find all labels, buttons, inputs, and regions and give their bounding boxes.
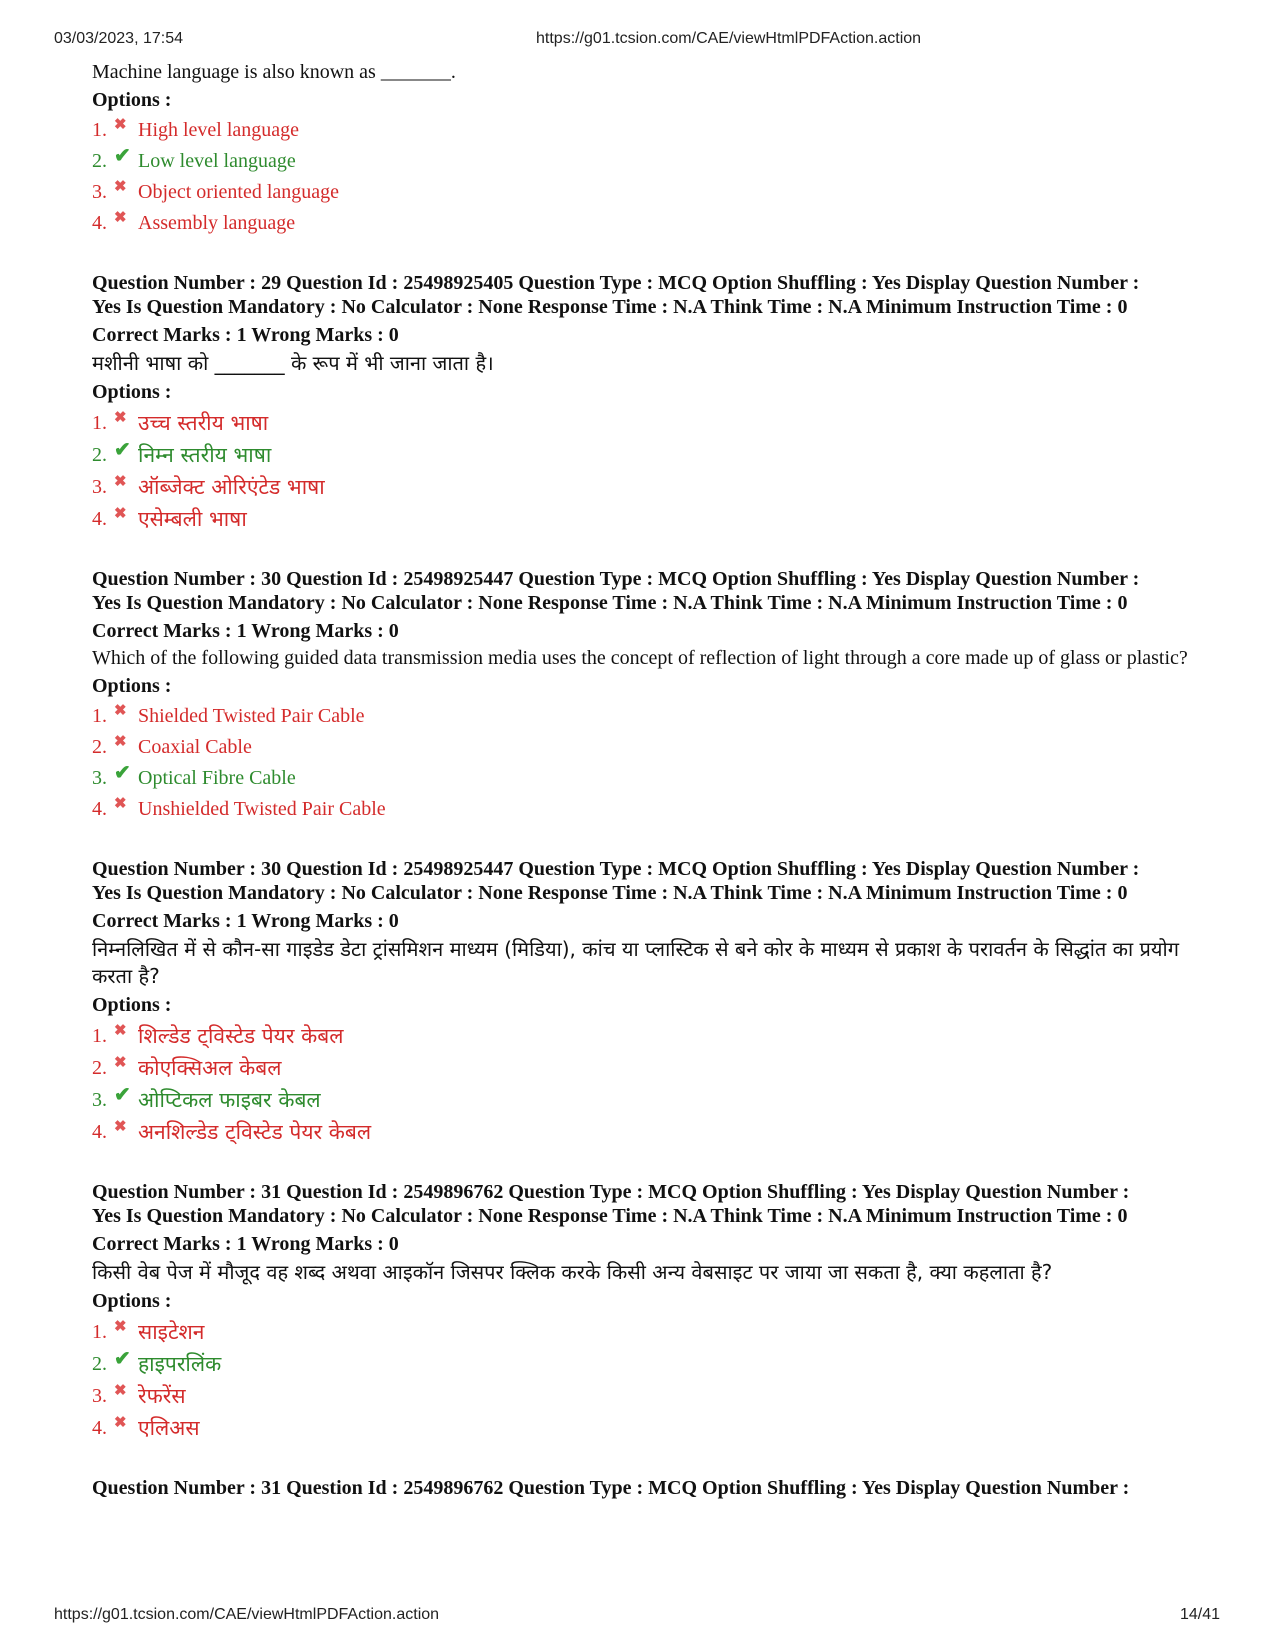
option-text: शिल्डेड ट्विस्टेड पेयर केबल <box>138 1024 344 1048</box>
cross-icon: ✖ <box>114 1022 127 1039</box>
question-text: किसी वेब पेज में मौजूद वह शब्द अथवा आइकॉन जिसपर क्लिक करके किसी अन्य वेबसाइट पर जाया जा सकता है, क्या कहलाता है? <box>92 1260 1053 1284</box>
cross-icon: ✖ <box>114 703 127 719</box>
option-text: Coaxial Cable <box>138 736 252 758</box>
footer-url: https://g01.tcsion.com/CAE/viewHtmlPDFAction.action <box>54 1606 440 1623</box>
questions-container <box>92 271 1202 1444</box>
question-block <box>92 1180 1202 1444</box>
option-number: 4. <box>92 507 107 530</box>
question-block <box>92 567 1202 825</box>
option-item <box>92 115 1202 146</box>
option-text: Object oriented language <box>138 181 340 203</box>
check-icon: ✔ <box>114 145 131 167</box>
option-text: साइटेशन <box>138 1320 205 1344</box>
question-block <box>92 271 1202 535</box>
option-text: अनशिल्डेड ट्विस्टेड पेयर केबल <box>138 1120 372 1144</box>
option-item <box>92 1084 1202 1116</box>
option-number: 4. <box>92 798 107 820</box>
cross-icon: ✖ <box>114 505 127 522</box>
question-text: Machine language is also known as _______. <box>92 61 456 83</box>
option-item <box>92 177 1202 208</box>
question-marks: Correct Marks : 1 Wrong Marks : 0 <box>92 910 399 932</box>
option-number: 1. <box>92 119 107 141</box>
cross-icon: ✖ <box>114 734 127 750</box>
question-meta: Yes Is Question Mandatory : No Calculator : None Response Time : N.A Think Time : N.A Minimum Instruction Time : 0 <box>92 592 1128 614</box>
check-icon: ✔ <box>114 438 131 461</box>
option-number: 1. <box>92 1024 107 1047</box>
option-item <box>92 701 1202 732</box>
option-item <box>92 1380 1202 1412</box>
question-meta: Question Number : 30 Question Id : 25498925447 Question Type : MCQ Option Shuffling : Yes Display Question Number : <box>92 858 1140 880</box>
option-text: एलिअस <box>138 1416 200 1440</box>
option-number: 1. <box>92 705 107 727</box>
option-number: 2. <box>92 736 107 758</box>
option-text: Low level language <box>138 150 296 172</box>
options-label: Options : <box>92 994 172 1016</box>
option-text: Unshielded Twisted Pair Cable <box>138 798 386 820</box>
option-text: हाइपरलिंक <box>138 1352 222 1376</box>
option-item <box>92 1316 1202 1348</box>
header-url: https://g01.tcsion.com/CAE/viewHtmlPDFAction.action <box>536 30 922 47</box>
option-item <box>92 208 1202 239</box>
option-number: 4. <box>92 1416 107 1439</box>
option-text: रेफरेंस <box>138 1384 186 1408</box>
cross-icon: ✖ <box>114 409 127 426</box>
header-datetime: 03/03/2023, 17:54 <box>54 30 184 47</box>
cross-icon: ✖ <box>114 473 127 490</box>
question-meta: Question Number : 29 Question Id : 25498925405 Question Type : MCQ Option Shuffling : Yes Display Question Number : <box>92 272 1140 294</box>
options-list <box>92 1020 1202 1148</box>
cross-icon: ✖ <box>114 179 127 195</box>
options-list <box>92 115 1202 239</box>
option-item <box>92 1348 1202 1380</box>
question-meta: Yes Is Question Mandatory : No Calculator : None Response Time : N.A Think Time : N.A Minimum Instruction Time : 0 <box>92 882 1128 904</box>
option-item <box>92 146 1202 177</box>
question-meta: Question Number : 31 Question Id : 2549896762 Question Type : MCQ Option Shuffling : Yes Display Question Number : <box>92 1477 1130 1499</box>
cross-icon: ✖ <box>114 1118 127 1135</box>
question-meta: Yes Is Question Mandatory : No Calculator : None Response Time : N.A Think Time : N.A Minimum Instruction Time : 0 <box>92 296 1128 318</box>
option-number: 4. <box>92 212 107 234</box>
page-number: 14/41 <box>1180 1606 1221 1623</box>
option-text: Assembly language <box>138 212 296 234</box>
option-item <box>92 439 1202 471</box>
check-icon: ✔ <box>114 762 131 784</box>
option-number: 3. <box>92 1384 107 1407</box>
options-label: Options : <box>92 89 172 111</box>
question-text: Which of the following guided data transmission media uses the concept of reflection of light through a core made up of glass or plastic? <box>92 647 1188 669</box>
option-text: उच्च स्तरीय भाषा <box>138 411 269 435</box>
question-meta: Yes Is Question Mandatory : No Calculator : None Response Time : N.A Think Time : N.A Minimum Instruction Time : 0 <box>92 1205 1128 1227</box>
option-number: 1. <box>92 1320 107 1343</box>
option-item <box>92 732 1202 763</box>
cross-icon: ✖ <box>114 1414 127 1431</box>
question-text: निम्नलिखित में से कौन-सा गाइडेड डेटा ट्रांसमिशन माध्यम (मिडिया), कांच या प्लास्टिक से बने कोर के माध्यम से प्रकाश के परावर्तन के सिद्धांत का प्रयोग करता है? <box>92 937 1179 988</box>
check-icon: ✔ <box>114 1347 131 1370</box>
option-number: 2. <box>92 150 107 172</box>
option-number: 2. <box>92 1056 107 1079</box>
option-text: ओप्टिकल फाइबर केबल <box>138 1088 321 1112</box>
option-number: 1. <box>92 411 107 434</box>
option-number: 3. <box>92 181 107 203</box>
cross-icon: ✖ <box>114 1382 127 1399</box>
option-item <box>92 1116 1202 1148</box>
option-item <box>92 407 1202 439</box>
question-meta: Question Number : 30 Question Id : 25498925447 Question Type : MCQ Option Shuffling : Yes Display Question Number : <box>92 568 1140 590</box>
option-item <box>92 1412 1202 1444</box>
check-icon: ✔ <box>114 1083 131 1106</box>
option-number: 3. <box>92 1088 107 1111</box>
cross-icon: ✖ <box>114 796 127 812</box>
option-text: Shielded Twisted Pair Cable <box>138 705 365 727</box>
options-list <box>92 1316 1202 1444</box>
option-number: 2. <box>92 1352 107 1375</box>
document-content <box>92 58 1202 1532</box>
option-item <box>92 1020 1202 1052</box>
question-block <box>92 857 1202 1148</box>
option-text: एसेम्बली भाषा <box>138 507 247 531</box>
cross-icon: ✖ <box>114 117 127 133</box>
option-text: ऑब्जेक्ट ओरिएंटेड भाषा <box>138 475 325 499</box>
option-number: 3. <box>92 767 107 789</box>
question-meta: Question Number : 31 Question Id : 2549896762 Question Type : MCQ Option Shuffling : Yes Display Question Number : <box>92 1181 1130 1203</box>
option-item <box>92 471 1202 503</box>
option-item <box>92 1052 1202 1084</box>
option-number: 3. <box>92 475 107 498</box>
options-list <box>92 701 1202 825</box>
option-text: High level language <box>138 119 300 141</box>
question-marks: Correct Marks : 1 Wrong Marks : 0 <box>92 620 399 642</box>
question-block-intro <box>92 60 1202 239</box>
question-marks: Correct Marks : 1 Wrong Marks : 0 <box>92 324 399 346</box>
option-text: निम्न स्तरीय भाषा <box>138 443 272 467</box>
options-label: Options : <box>92 675 172 697</box>
cross-icon: ✖ <box>114 1318 127 1335</box>
options-label: Options : <box>92 381 172 403</box>
question-text: मशीनी भाषा को _______ के रूप में भी जाना जाता है। <box>92 351 494 375</box>
option-item <box>92 503 1202 535</box>
cross-icon: ✖ <box>114 210 127 226</box>
option-text: कोएक्सिअल केबल <box>138 1056 282 1080</box>
options-list <box>92 407 1202 535</box>
question-block-trailing <box>92 1476 1202 1500</box>
cross-icon: ✖ <box>114 1054 127 1071</box>
option-item <box>92 763 1202 794</box>
option-item <box>92 794 1202 825</box>
question-marks: Correct Marks : 1 Wrong Marks : 0 <box>92 1233 399 1255</box>
options-label: Options : <box>92 1290 172 1312</box>
option-number: 2. <box>92 443 107 466</box>
option-number: 4. <box>92 1120 107 1143</box>
option-text: Optical Fibre Cable <box>138 767 296 789</box>
